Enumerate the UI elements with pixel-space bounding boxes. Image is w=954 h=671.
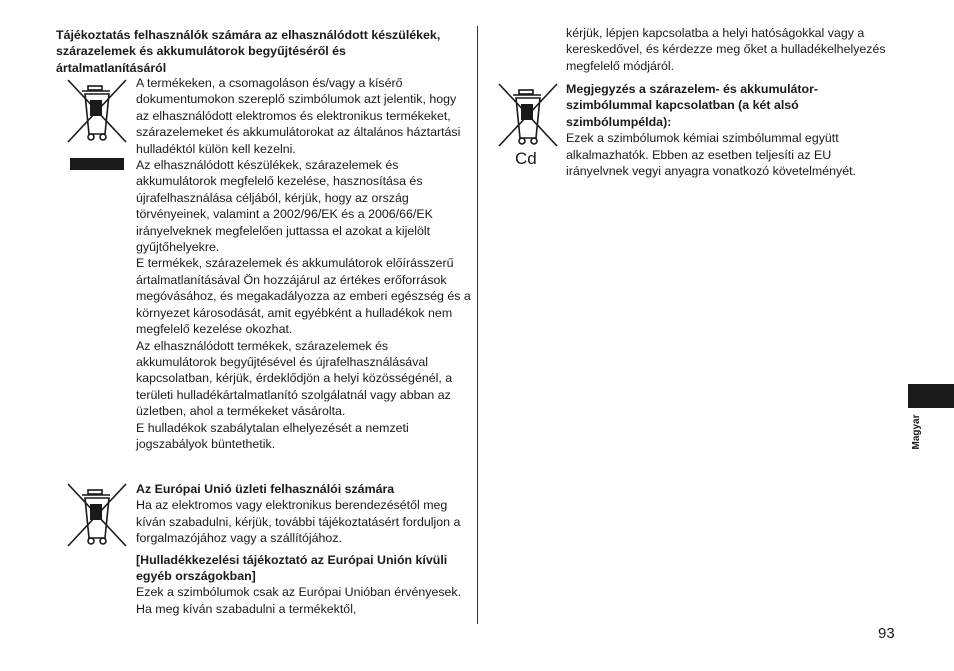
crossed-bin-icon: [64, 480, 130, 552]
non-eu-text: Ezek a szimbólumok csak az Európai Unióban érvényesek. Ha meg kíván szabadulni a termékektől,: [136, 585, 462, 616]
cadmium-symbol: Cd: [515, 149, 537, 168]
page-number: 93: [878, 625, 895, 642]
paragraph-2: Az elhasználódott készülékek, szárazelemek és akkumulátorok megfelelő kezelése, hasznosítása és újrafelhasználása céljából, kérjük, hogy az ország törvényeinek, valamint a 2002/96/EK és a 2006/66/EK irányelveknek megfelelően juttassa el azokat a kijelölt gyűjtőhelyekre.: [136, 158, 433, 255]
crossed-bin-icon: [495, 82, 561, 154]
language-label: Magyar: [911, 414, 922, 450]
crossed-bin-icon: [64, 74, 130, 146]
paragraph-3: E termékek, szárazelemek és akkumulátorok előírásszerű ártalmatlanításával Ön hozzájárul az értékes erőforrások megóvásához, és megakadályozza az emberi egészség és a környezet károsodását, amit egyébként a hulladékok nem megfelelő kezelése okozhat.: [136, 256, 471, 337]
battery-heading: Megjegyzés a szárazelem- és akkumulátor-szimbólummal kapcsolatban (a két alsó szimbólumpélda):: [566, 82, 819, 129]
column-divider: [477, 26, 478, 624]
main-heading: Tájékoztatás felhasználók számára az elhasználódott készülékek, szárazelemek és akkumulátorok begyűjtéséről és ártalmatlanításáról: [56, 28, 441, 75]
battery-text: Ezek a szimbólumok kémiai szimbólummal együtt alkalmazhatók. Ebben az esetben teljesíti az EU irányelvnek vegyi anyagra vonatkozó követelményét.: [566, 131, 856, 179]
language-tab: [908, 384, 954, 408]
paragraph-1: A termékeken, a csomagoláson és/vagy a kísérő dokumentumokon szereplő szimbólumok azt jelentik, hogy az elhasználódott elektromos és elektronikus termékeket, szárazelemeket és akkumulátorokat az általános háztartási hulladéktól külön kell kezelni.: [136, 76, 461, 156]
non-eu-heading: [Hulladékkezelési tájékoztató az Európai Unión kívüli egyéb országokban]: [136, 552, 448, 584]
paragraph-5: E hulladékok szabálytalan elhelyezését a nemzeti jogszabályok büntethetik.: [136, 420, 409, 451]
continued-text: kérjük, lépjen kapcsolatba a helyi hatóságokkal vagy a kereskedővel, és kérdezze meg őket a hulladékelhelyezés megfelelő módjáról.: [566, 26, 886, 73]
eu-heading: Az Európai Unió üzleti felhasználói számára: [136, 482, 395, 496]
separate-collection-bar: [70, 158, 124, 170]
paragraph-4: Az elhasználódott termékek, szárazelemek és akkumulátorok begyűjtésével és újrafelhasználásával kapcsolatban, kérjük, érdeklődjön a helyi közösségénél, a területi hulladékártalmatlanító szolgálatnál vagy abban az üzletben, ahol a termékeket vásárolta.: [136, 338, 453, 419]
eu-text: Ha az elektromos vagy elektronikus berendezésétől meg kíván szabadulni, kérjük, további tájékoztatásért forduljon a forgalmazójához vagy a szállítójához.: [136, 498, 461, 546]
